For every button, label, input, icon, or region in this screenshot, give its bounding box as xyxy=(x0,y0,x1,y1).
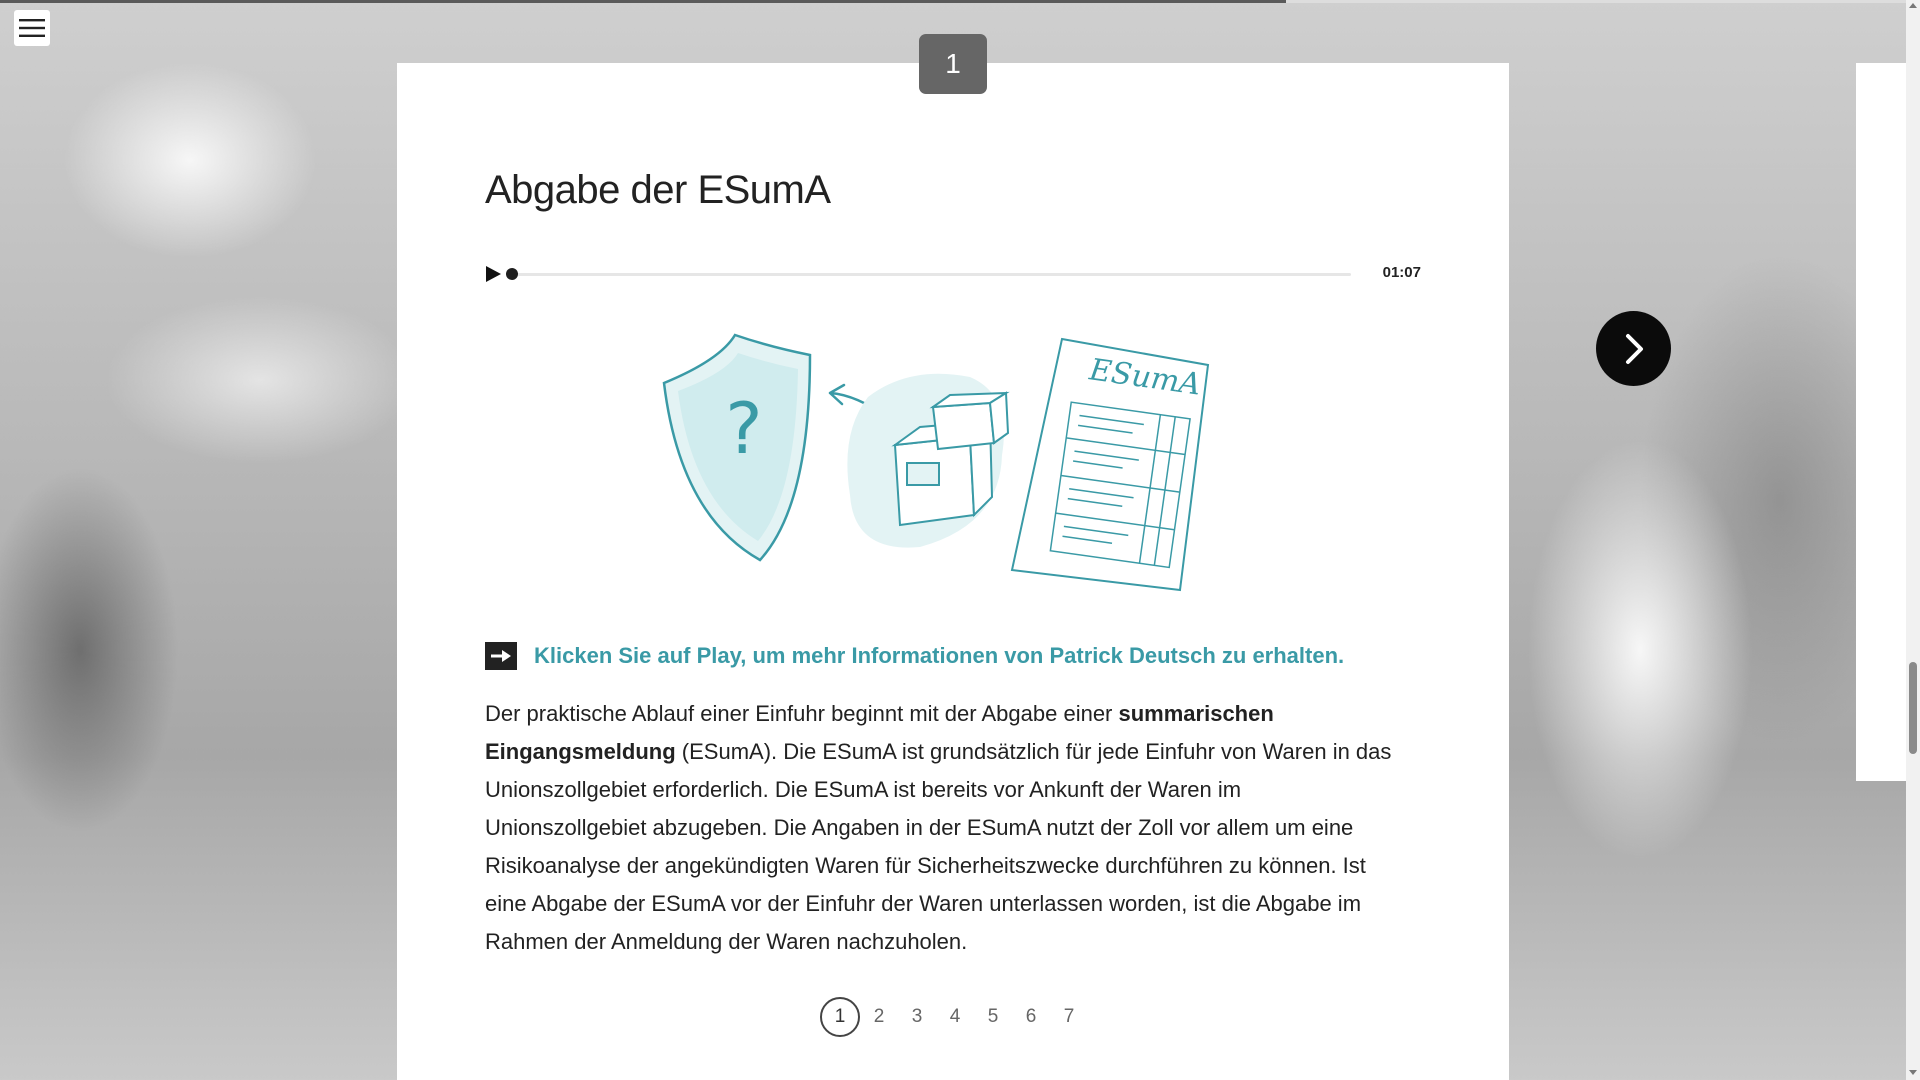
side-panel xyxy=(1856,63,1906,781)
play-icon[interactable] xyxy=(485,265,503,283)
scroll-down-icon[interactable] xyxy=(1909,1070,1917,1075)
page-number-badge: 1 xyxy=(919,34,987,94)
hamburger-menu-icon xyxy=(19,18,45,38)
scrollbar-thumb[interactable] xyxy=(1909,662,1917,754)
body-text xyxy=(485,695,1405,961)
form-label: ESumA xyxy=(1087,352,1203,403)
audio-progress-track[interactable] xyxy=(513,273,1351,276)
page-title: Abgabe der ESumA xyxy=(485,168,831,212)
page-link-7[interactable]: 7 xyxy=(1063,1006,1075,1027)
body-text-part1: Der praktische Ablauf einer Einfuhr beginnt mit der Abgabe einer xyxy=(485,701,1119,726)
scrollbar[interactable] xyxy=(1906,0,1920,1080)
page-link-2[interactable]: 2 xyxy=(873,1006,885,1027)
lesson-progress-fill xyxy=(0,0,1286,3)
page-link-3[interactable]: 3 xyxy=(911,1006,923,1027)
menu-button[interactable] xyxy=(14,10,50,46)
play-hint-text: Klicken Sie auf Play, um mehr Informationen von Patrick Deutsch zu erhalten. xyxy=(534,643,1345,668)
document-icon xyxy=(1012,339,1208,590)
chevron-right-icon xyxy=(1619,332,1649,366)
audio-duration: 01:07 xyxy=(1382,264,1421,281)
page-link-6[interactable]: 6 xyxy=(1025,1006,1037,1027)
esuma-illustration xyxy=(640,325,1220,605)
audio-player xyxy=(485,262,1421,286)
scroll-up-icon[interactable] xyxy=(1909,3,1917,8)
page-link-4[interactable]: 4 xyxy=(949,1006,961,1027)
play-hint xyxy=(485,641,1425,671)
lesson-progress-bar xyxy=(0,0,1920,3)
body-text-part2: (ESumA). Die ESumA ist grundsätzlich für jede Einfuhr von Waren in das Unionszollgebiet erforderlich. Die ESumA ist bereits vor Ankunft der Waren im Unionszollgebiet abzugeben. Die Angaben in der ESumA nutzt der Zoll vor allem um eine Risikoanalyse der angekündigten Waren für Sicherheitszwecke durchführen zu können. Ist eine Abgabe der ESumA vor der Einfuhr der Waren unterlassen worden, ist die Abgabe im Rahmen der Anmeldung der Waren nachzuholen. xyxy=(485,739,1392,954)
next-page-button[interactable] xyxy=(1596,311,1671,386)
question-mark: ? xyxy=(725,388,763,470)
shield-icon xyxy=(664,335,810,560)
arrow-right-icon xyxy=(485,642,517,670)
page-link-1[interactable]: 1 xyxy=(820,997,860,1037)
page-pagination xyxy=(820,997,1088,1037)
audio-seek-handle[interactable] xyxy=(506,268,518,280)
body-text-bold: summarischen Eingangsmeldung xyxy=(485,701,1274,764)
page-link-5[interactable]: 5 xyxy=(987,1006,999,1027)
